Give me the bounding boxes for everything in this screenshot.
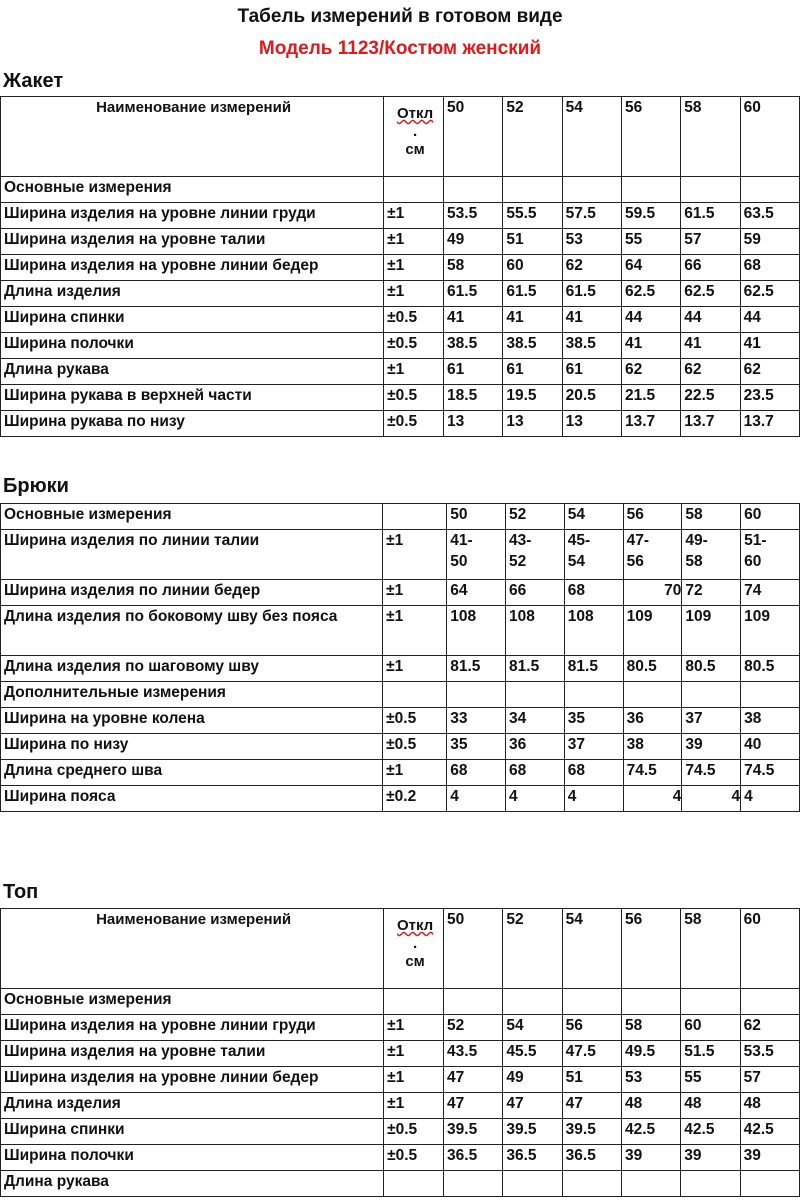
value-cell: 53: [621, 1067, 680, 1093]
tolerance-cell: ±1: [384, 255, 444, 281]
value-cell: 19.5: [503, 385, 562, 411]
value-cell: 58: [621, 1015, 680, 1041]
header-size-cell: 50: [444, 97, 503, 177]
value-cell: 34: [506, 708, 565, 734]
value-cell: 57: [740, 1067, 799, 1093]
group-row: [1, 177, 800, 203]
measurement-name: Ширина рукава по низу: [1, 411, 384, 437]
value-cell: 13.7: [681, 411, 740, 437]
value-cell: 64: [447, 580, 506, 606]
value-cell: 39.5: [444, 1119, 503, 1145]
tolerance-cell: ±1: [384, 203, 444, 229]
value-cell: 68: [564, 760, 623, 786]
value-cell: 66: [506, 580, 565, 606]
table-row: [1, 1145, 800, 1171]
tolerance-cell: ±0.5: [383, 708, 447, 734]
value-cell: 51: [503, 229, 562, 255]
value-cell: 36: [506, 734, 565, 760]
value-cell: 41: [740, 333, 799, 359]
tolerance-cell: ±0.5: [384, 385, 444, 411]
value-cell: 36.5: [562, 1145, 621, 1171]
tolerance-cell: ±1: [384, 1041, 444, 1067]
table-header-row: [1, 97, 800, 177]
header-name-cell: Наименование измерений: [1, 909, 384, 989]
value-cell: 38: [741, 708, 800, 734]
value-cell: 13: [503, 411, 562, 437]
header-size-cell: 56: [621, 97, 680, 177]
value-cell: 66: [681, 255, 740, 281]
value-cell: 56: [562, 1015, 621, 1041]
top-table: [0, 908, 800, 1197]
tolerance-cell: ±1: [383, 606, 447, 656]
table-row: [1, 333, 800, 359]
table-row: [1, 203, 800, 229]
header-size-cell: 56: [623, 504, 682, 530]
value-cell: 49: [503, 1067, 562, 1093]
header-size-cell: 52: [506, 504, 565, 530]
value-cell: 49- 58: [682, 530, 741, 580]
group-label: Основные измерения: [1, 989, 384, 1015]
value-cell: 74.5: [741, 760, 800, 786]
group-label: Дополнительные измерения: [1, 682, 383, 708]
table-row: [1, 411, 800, 437]
value-cell: 81.5: [506, 656, 565, 682]
value-cell: 21.5: [621, 385, 680, 411]
value-cell: 68: [447, 760, 506, 786]
measurement-name: Ширина полочки: [1, 1145, 384, 1171]
tolerance-cell: ±1: [384, 229, 444, 255]
value-cell: 36.5: [444, 1145, 503, 1171]
value-cell: 63.5: [740, 203, 799, 229]
table-row: [1, 1119, 800, 1145]
value-cell: 49: [444, 229, 503, 255]
value-cell: 74.5: [623, 760, 682, 786]
value-cell: 38.5: [444, 333, 503, 359]
value-cell: 62.5: [740, 281, 799, 307]
tolerance-cell: ±1: [384, 359, 444, 385]
value-cell: 41: [444, 307, 503, 333]
value-cell: 109: [682, 606, 741, 656]
measurement-name: Ширина изделия на уровне линии груди: [1, 1015, 384, 1041]
value-cell: 81.5: [447, 656, 506, 682]
value-cell: [681, 1171, 740, 1197]
value-cell: 36.5: [503, 1145, 562, 1171]
tolerance-cell: ±1: [383, 530, 447, 580]
value-cell: [740, 1171, 799, 1197]
measurement-name: Ширина полочки: [1, 333, 384, 359]
value-cell: 108: [506, 606, 565, 656]
value-cell: 49.5: [621, 1041, 680, 1067]
table-row: [1, 1015, 800, 1041]
table-row: [1, 786, 800, 812]
value-cell: 41- 50: [447, 530, 506, 580]
tolerance-cell: ±1: [383, 760, 447, 786]
model-title: Модель 1123/Костюм женский: [258, 38, 542, 59]
value-cell: 39: [621, 1145, 680, 1171]
value-cell: 39: [682, 734, 741, 760]
value-cell: 68: [506, 760, 565, 786]
header-size-cell: 54: [562, 97, 621, 177]
header-size-cell: 50: [444, 909, 503, 989]
value-cell: 35: [564, 708, 623, 734]
value-cell: 51- 60: [741, 530, 800, 580]
measurement-name: Ширина рукава в верхней части: [1, 385, 384, 411]
value-cell: 39.5: [562, 1119, 621, 1145]
value-cell: 80.5: [623, 656, 682, 682]
value-cell: 62: [562, 255, 621, 281]
table-row: [1, 734, 800, 760]
value-cell: 43.5: [444, 1041, 503, 1067]
value-cell: 108: [564, 606, 623, 656]
table-row: [1, 281, 800, 307]
value-cell: 38: [623, 734, 682, 760]
value-cell: 44: [621, 307, 680, 333]
value-cell: 59.5: [621, 203, 680, 229]
value-cell: 36: [623, 708, 682, 734]
value-cell: 62: [681, 359, 740, 385]
tolerance-cell: ±1: [384, 281, 444, 307]
section-label-trousers: Брюки: [3, 475, 69, 497]
table-row: [1, 1093, 800, 1119]
table-row: [1, 1067, 800, 1093]
value-cell: 61.5: [681, 203, 740, 229]
value-cell: 47: [503, 1093, 562, 1119]
value-cell: 4: [447, 786, 506, 812]
value-cell: 33: [447, 708, 506, 734]
group-label: Основные измерения: [1, 177, 384, 203]
value-cell: 64: [621, 255, 680, 281]
header-tolerance-cell: Откл . см: [384, 909, 444, 989]
value-cell: 81.5: [564, 656, 623, 682]
value-cell: 72: [682, 580, 741, 606]
value-cell: 44: [681, 307, 740, 333]
value-cell: [562, 1171, 621, 1197]
value-cell: 51: [562, 1067, 621, 1093]
value-cell: 60: [681, 1015, 740, 1041]
value-cell: 47.5: [562, 1041, 621, 1067]
value-cell: 42.5: [681, 1119, 740, 1145]
value-cell: 20.5: [562, 385, 621, 411]
value-cell: 61.5: [444, 281, 503, 307]
header-size-cell: 52: [503, 909, 562, 989]
value-cell: 38.5: [562, 333, 621, 359]
value-cell: 4: [741, 786, 800, 812]
value-cell: 13: [444, 411, 503, 437]
measurement-name: Ширина изделия по линии бедер: [1, 580, 383, 606]
header-size-cell: 60: [740, 97, 799, 177]
tolerance-cell: ±1: [384, 1093, 444, 1119]
value-cell: 13.7: [621, 411, 680, 437]
value-cell: 39: [681, 1145, 740, 1171]
value-cell: 40: [741, 734, 800, 760]
value-cell: 60: [503, 255, 562, 281]
group-label: Основные измерения: [1, 504, 383, 530]
table-row: [1, 656, 800, 682]
value-cell: 53.5: [444, 203, 503, 229]
table-row: [1, 385, 800, 411]
measurement-name: Ширина изделия на уровне талии: [1, 229, 384, 255]
table-header-row: [1, 909, 800, 989]
value-cell: 4: [623, 786, 682, 812]
tolerance-cell: ±1: [384, 1067, 444, 1093]
value-cell: 43- 52: [506, 530, 565, 580]
value-cell: 41: [562, 307, 621, 333]
value-cell: 42.5: [621, 1119, 680, 1145]
value-cell: 109: [741, 606, 800, 656]
value-cell: 18.5: [444, 385, 503, 411]
value-cell: 38.5: [503, 333, 562, 359]
value-cell: 57: [681, 229, 740, 255]
value-cell: 62.5: [681, 281, 740, 307]
value-cell: 80.5: [682, 656, 741, 682]
table-row: [1, 606, 800, 656]
tolerance-cell: ±0.5: [384, 307, 444, 333]
value-cell: 61.5: [562, 281, 621, 307]
measurement-name: Длина изделия: [1, 1093, 384, 1119]
section-label-jacket: Жакет: [3, 70, 64, 92]
value-cell: 62: [740, 1015, 799, 1041]
trousers-table: [0, 503, 800, 812]
table-row: [1, 708, 800, 734]
tolerance-cell: ±0.5: [384, 411, 444, 437]
value-cell: 42.5: [740, 1119, 799, 1145]
measurement-name: Ширина пояса: [1, 786, 383, 812]
value-cell: 55: [621, 229, 680, 255]
tolerance-cell: ±0.5: [384, 1145, 444, 1171]
table-row: [1, 580, 800, 606]
header-size-cell: 54: [562, 909, 621, 989]
tolerance-cell: ±1: [383, 656, 447, 682]
value-cell: 47: [562, 1093, 621, 1119]
value-cell: 22.5: [681, 385, 740, 411]
measurement-name: Длина рукава: [1, 359, 384, 385]
header-size-cell: 56: [621, 909, 680, 989]
value-cell: 57.5: [562, 203, 621, 229]
table-row: [1, 530, 800, 580]
measurement-name: Длина изделия по боковому шву без пояса: [1, 606, 383, 656]
value-cell: 108: [447, 606, 506, 656]
tolerance-cell: [384, 1171, 444, 1197]
value-cell: [503, 1171, 562, 1197]
value-cell: 55: [681, 1067, 740, 1093]
measurement-name: Ширина на уровне колена: [1, 708, 383, 734]
value-cell: 48: [621, 1093, 680, 1119]
group-row: [1, 989, 800, 1015]
value-cell: 48: [740, 1093, 799, 1119]
header-size-cell: 52: [503, 97, 562, 177]
jacket-table: [0, 96, 800, 437]
measurement-name: Ширина изделия на уровне талии: [1, 1041, 384, 1067]
value-cell: 44: [740, 307, 799, 333]
table-row: [1, 307, 800, 333]
value-cell: 53.5: [740, 1041, 799, 1067]
value-cell: 62: [740, 359, 799, 385]
value-cell: [621, 1171, 680, 1197]
value-cell: 4: [506, 786, 565, 812]
tolerance-cell: ±1: [383, 580, 447, 606]
value-cell: 109: [623, 606, 682, 656]
value-cell: 61: [444, 359, 503, 385]
measurement-name: Ширина спинки: [1, 1119, 384, 1145]
measurement-name: Длина рукава: [1, 1171, 384, 1197]
measurement-name: Ширина изделия на уровне линии бедер: [1, 1067, 384, 1093]
tolerance-cell: ±0.5: [384, 1119, 444, 1145]
header-size-cell: 60: [741, 504, 800, 530]
header-size-cell: 58: [681, 909, 740, 989]
tolerance-cell: ±0.2: [383, 786, 447, 812]
value-cell: 41: [503, 307, 562, 333]
value-cell: 61.5: [503, 281, 562, 307]
value-cell: 74: [741, 580, 800, 606]
table-row: [1, 1171, 800, 1197]
value-cell: 13: [562, 411, 621, 437]
header-size-cell: 58: [682, 504, 741, 530]
value-cell: 47: [444, 1093, 503, 1119]
table-row: [1, 760, 800, 786]
value-cell: 39.5: [503, 1119, 562, 1145]
value-cell: 62: [621, 359, 680, 385]
group-row: [1, 682, 800, 708]
tolerance-cell: ±1: [384, 1015, 444, 1041]
value-cell: 48: [681, 1093, 740, 1119]
measurement-name: Длина среднего шва: [1, 760, 383, 786]
header-name-cell: Наименование измерений: [1, 97, 384, 177]
value-cell: 41: [681, 333, 740, 359]
measurement-name: Ширина изделия на уровне линии бедер: [1, 255, 384, 281]
table-row: [1, 1041, 800, 1067]
value-cell: 47- 56: [623, 530, 682, 580]
header-size-cell: 54: [564, 504, 623, 530]
value-cell: 13.7: [740, 411, 799, 437]
value-cell: 68: [740, 255, 799, 281]
table-row: [1, 359, 800, 385]
measurement-name: Ширина изделия по линии талии: [1, 530, 383, 580]
value-cell: 37: [682, 708, 741, 734]
value-cell: 53: [562, 229, 621, 255]
value-cell: 80.5: [741, 656, 800, 682]
header-tolerance-cell: Откл . см: [384, 97, 444, 177]
value-cell: 45- 54: [564, 530, 623, 580]
table-row: [1, 255, 800, 281]
tolerance-cell: ±0.5: [383, 734, 447, 760]
value-cell: 54: [503, 1015, 562, 1041]
value-cell: 47: [444, 1067, 503, 1093]
table-row: [1, 229, 800, 255]
value-cell: 41: [621, 333, 680, 359]
value-cell: 61: [562, 359, 621, 385]
group-row: [1, 504, 800, 530]
value-cell: 4: [682, 786, 741, 812]
value-cell: [444, 1171, 503, 1197]
value-cell: 59: [740, 229, 799, 255]
value-cell: 51.5: [681, 1041, 740, 1067]
value-cell: 74.5: [682, 760, 741, 786]
tolerance-cell: ±0.5: [384, 333, 444, 359]
measurement-name: Ширина спинки: [1, 307, 384, 333]
value-cell: 70: [623, 580, 682, 606]
measurement-name: Ширина по низу: [1, 734, 383, 760]
value-cell: 39: [740, 1145, 799, 1171]
value-cell: 35: [447, 734, 506, 760]
value-cell: 37: [564, 734, 623, 760]
value-cell: 58: [444, 255, 503, 281]
value-cell: 52: [444, 1015, 503, 1041]
document-title: Табель измерений в готовом виде: [237, 6, 563, 27]
measurement-name: Длина изделия: [1, 281, 384, 307]
value-cell: 23.5: [740, 385, 799, 411]
section-label-top: Топ: [3, 881, 39, 903]
header-size-cell: 50: [447, 504, 506, 530]
value-cell: 45.5: [503, 1041, 562, 1067]
value-cell: 68: [564, 580, 623, 606]
value-cell: 61: [503, 359, 562, 385]
measurement-name: Ширина изделия на уровне линии груди: [1, 203, 384, 229]
header-size-cell: 58: [681, 97, 740, 177]
measurement-name: Длина изделия по шаговому шву: [1, 656, 383, 682]
value-cell: 62.5: [621, 281, 680, 307]
value-cell: 55.5: [503, 203, 562, 229]
value-cell: 4: [564, 786, 623, 812]
header-size-cell: 60: [740, 909, 799, 989]
